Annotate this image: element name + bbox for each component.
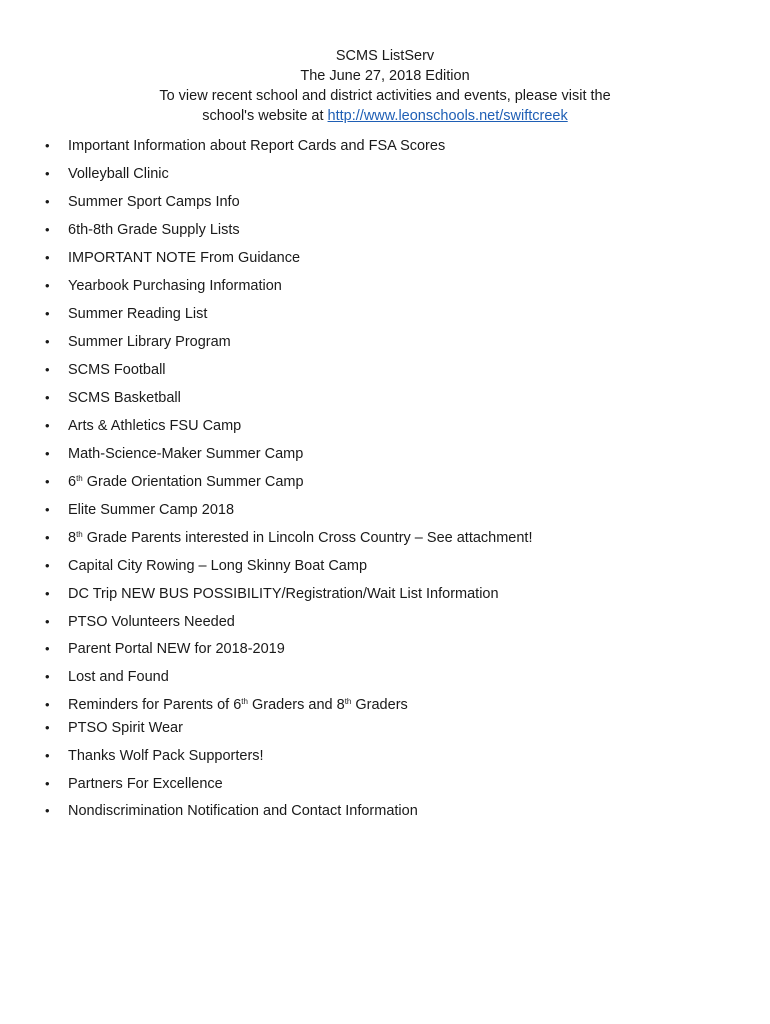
- bullet-icon: •: [45, 720, 50, 735]
- list-item-text: SCMS Basketball: [68, 390, 181, 406]
- list-item: [0, 639, 700, 659]
- list-item: [0, 500, 700, 520]
- bullet-icon: •: [45, 334, 50, 349]
- bullet-icon: •: [45, 614, 50, 629]
- edition-date: The June 27, 2018 Edition: [300, 68, 470, 84]
- list-item-text: Nondiscrimination Notification and Contact Information: [68, 803, 418, 819]
- list-item-text: Partners For Excellence: [68, 776, 223, 792]
- text-segment: Grade Orientation Summer Camp: [82, 474, 304, 490]
- visit-instruction: To view recent school and district activities and events, please visit the: [159, 88, 611, 104]
- ordinal-suffix: th: [76, 474, 83, 483]
- bullet-icon: •: [45, 586, 50, 601]
- list-item-text: DC Trip NEW BUS POSSIBILITY/Registration/Wait List Information: [68, 586, 499, 602]
- list-item: [0, 774, 700, 794]
- list-item-text: Lost and Found: [68, 669, 169, 685]
- ordinal-suffix: th: [241, 697, 248, 706]
- list-item: [0, 667, 700, 687]
- list-item-text: IMPORTANT NOTE From Guidance: [68, 250, 301, 266]
- bullet-icon: •: [45, 250, 50, 265]
- bullet-icon: •: [45, 803, 50, 818]
- bullet-icon: •: [45, 530, 50, 545]
- list-item: [0, 220, 700, 240]
- list-item: [0, 192, 700, 212]
- list-item-text: [68, 472, 304, 492]
- list-item: [0, 304, 700, 324]
- list-item-text: [68, 528, 532, 548]
- list-item: [0, 388, 700, 408]
- ordinal-suffix: th: [344, 697, 352, 706]
- list-item: [0, 528, 700, 548]
- bullet-icon: •: [45, 418, 50, 433]
- bullet-icon: •: [45, 166, 50, 181]
- list-item-text: Arts & Athletics FSU Camp: [68, 418, 242, 434]
- list-item: [0, 556, 700, 576]
- list-item: [0, 584, 700, 604]
- website-prefix: school's website at: [202, 108, 328, 124]
- list-item: [0, 136, 700, 156]
- bullet-icon: •: [45, 362, 50, 377]
- list-item: [0, 444, 700, 464]
- text-segment: Reminders for Parents of 6: [68, 697, 242, 713]
- list-item-text: Parent Portal NEW for 2018-2019: [68, 641, 285, 657]
- text-segment: Grade Parents interested in Lincoln Cross Country – See attachment!: [82, 530, 533, 546]
- ordinal-suffix: th: [76, 530, 83, 539]
- document-title: SCMS ListServ: [335, 48, 435, 64]
- bullet-icon: •: [45, 390, 50, 405]
- list-item-text: SCMS Football: [68, 362, 166, 378]
- list-item: [0, 332, 700, 352]
- list-item-text: [68, 695, 408, 715]
- list-item: [0, 472, 700, 492]
- text-segment: Graders and 8: [247, 697, 345, 713]
- list-item-text: 6th-8th Grade Supply Lists: [68, 222, 240, 238]
- bullet-icon: •: [45, 306, 50, 321]
- bullet-icon: •: [45, 278, 50, 293]
- bullet-icon: •: [45, 194, 50, 209]
- list-item: [0, 718, 700, 738]
- website-line: [0, 106, 770, 126]
- bullet-icon: •: [45, 748, 50, 763]
- bullet-icon: •: [45, 669, 50, 684]
- bullet-icon: •: [45, 641, 50, 656]
- list-item: [0, 416, 700, 436]
- list-item-text: Summer Reading List: [68, 306, 208, 322]
- list-item: [0, 248, 700, 268]
- list-item: [0, 695, 700, 715]
- text-segment: 6: [68, 474, 77, 490]
- list-item-text: Capital City Rowing – Long Skinny Boat Camp: [68, 558, 368, 574]
- list-item-text: Elite Summer Camp 2018: [68, 502, 235, 518]
- list-item: [0, 801, 700, 821]
- bullet-icon: •: [45, 558, 50, 573]
- list-item-text: Yearbook Purchasing Information: [68, 278, 282, 294]
- list-item-text: PTSO Spirit Wear: [68, 720, 183, 736]
- list-item: [0, 746, 700, 766]
- list-item-text: Important Information about Report Cards and FSA Scores: [68, 138, 446, 154]
- list-item-text: Summer Library Program: [68, 334, 231, 350]
- document-header: [0, 46, 770, 126]
- bullet-icon: •: [45, 222, 50, 237]
- list-item-text: Summer Sport Camps Info: [68, 194, 240, 210]
- bullet-icon: •: [45, 446, 50, 461]
- school-website-link[interactable]: http://www.leonschools.net/swiftcreek: [327, 108, 568, 124]
- list-item-text: Volleyball Clinic: [68, 166, 169, 182]
- list-item: [0, 612, 700, 632]
- list-item-text: Math-Science-Maker Summer Camp: [68, 446, 304, 462]
- bullet-icon: •: [45, 502, 50, 517]
- list-item-text: Thanks Wolf Pack Supporters!: [68, 748, 264, 764]
- bullet-icon: •: [45, 697, 50, 712]
- bullet-icon: •: [45, 776, 50, 791]
- list-item: [0, 360, 700, 380]
- text-segment: 8: [68, 530, 77, 546]
- text-segment: Graders: [351, 697, 408, 713]
- list-item-text: PTSO Volunteers Needed: [68, 614, 235, 630]
- list-item: [0, 276, 700, 296]
- bullet-icon: •: [45, 474, 50, 489]
- bullet-icon: •: [45, 138, 50, 153]
- list-item: [0, 164, 700, 184]
